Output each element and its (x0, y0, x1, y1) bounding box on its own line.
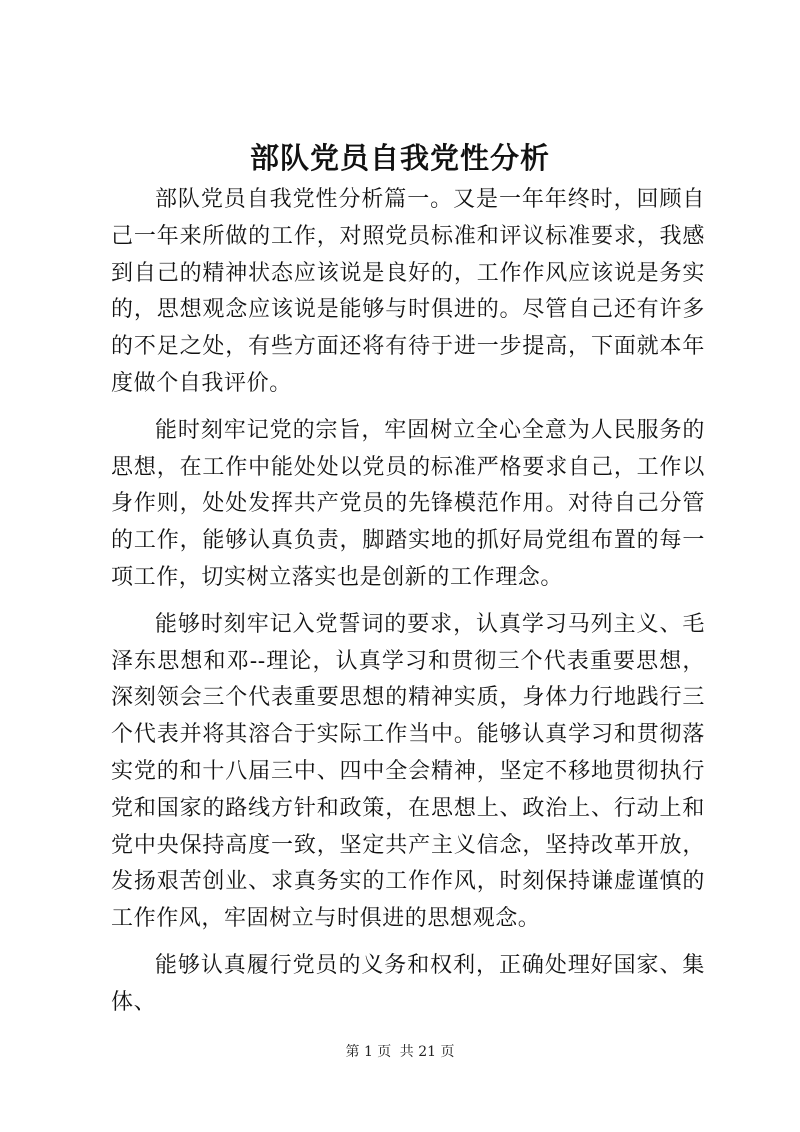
page-number: 第 1 页 (345, 1044, 392, 1060)
paragraph: 能够时刻牢记入党誓词的要求，认真学习马列主义、毛泽东思想和邓--理论，认真学习和贯彻三个代表重要思想，深刻领会三个代表重要思想的精神实质，身体力行地践行三个代表并将其溶合于实际工作当中。能够认真学习和贯彻落实党的和十八届三中、四中全会精神，坚定不移地贯彻执行党和国家的路线方针和政策，在思想上、政治上、行动上和党中央保持高度一致，坚定共产主义信念，坚持改革开放，发扬艰苦创业、求真务实的工作作风，时刻保持谦虚谨慎的工作作风，牢固树立与时俱进的思想观念。 (111, 611, 705, 932)
page-total: 共 21 页 (399, 1044, 455, 1060)
paragraph: 能够认真履行党员的义务和权利，正确处理好国家、集体、 (111, 952, 705, 1015)
page-footer (0, 1042, 800, 1062)
document-body (111, 182, 705, 1032)
paragraph: 部队党员自我党性分析篇一。又是一年年终时，回顾自己一年来所做的工作，对照党员标准和评议标准要求，我感到自己的精神状态应该说是良好的，工作作风应该说是务实的，思想观念应该说是能够与时俱进的。尽管自己还有许多的不足之处，有些方面还将有待于进一步提高，下面就本年度做个自我评价。 (111, 187, 705, 396)
document-title: 部队党员自我党性分析 (249, 141, 550, 175)
paragraph: 能时刻牢记党的宗旨，牢固树立全心全意为人民服务的思想，在工作中能处处以党员的标准严格要求自己，工作以身作则，处处发挥共产党员的先锋模范作用。对待自己分管的工作，能够认真负责，脚踏实地的抓好局党组布置的每一项工作，切实树立落实也是创新的工作理念。 (111, 417, 705, 590)
